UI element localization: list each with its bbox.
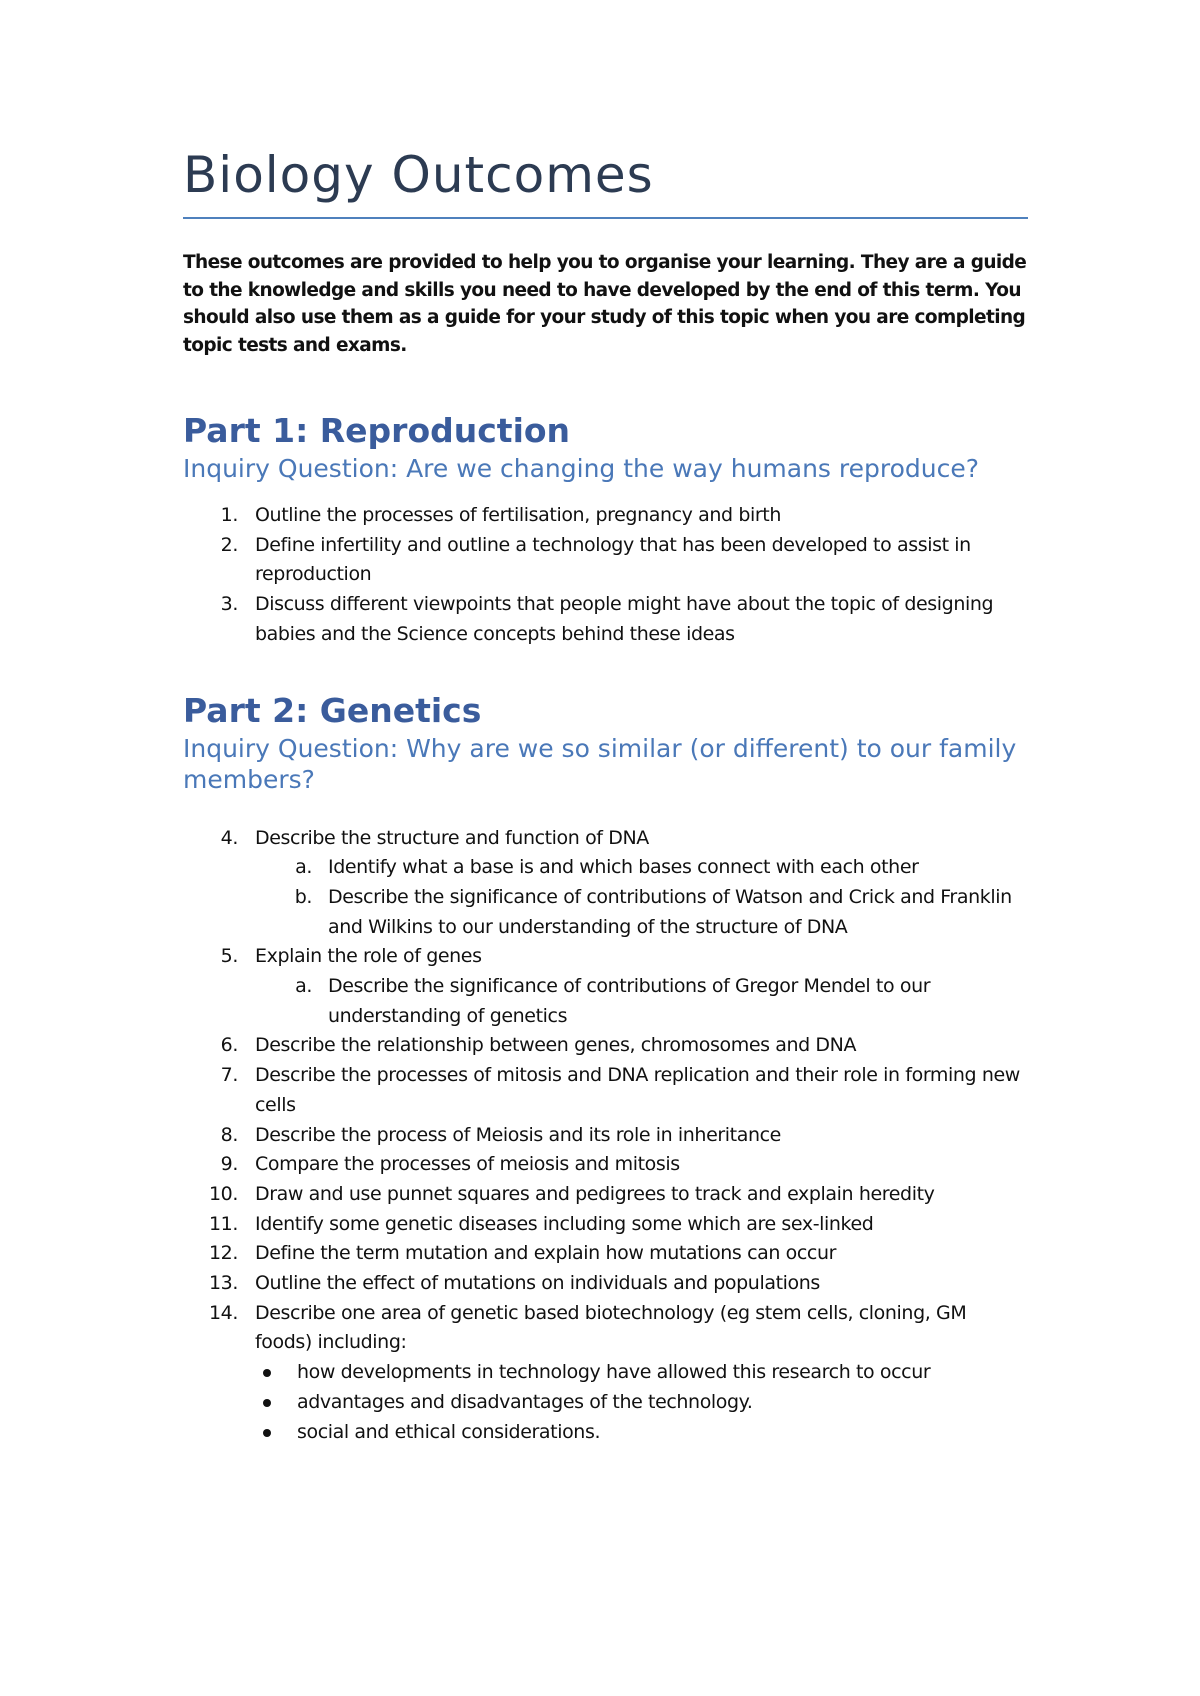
outcome-number: 3. <box>220 593 238 616</box>
part1-heading: Part 1: Reproduction <box>183 411 571 450</box>
outcome-text: Describe the processes of mitosis and DNA replication and their role in forming new cells <box>255 1064 1020 1116</box>
outcome-item <box>183 1061 1028 1120</box>
outcome-number: 2. <box>220 533 238 556</box>
outcome-item <box>183 1299 1028 1448</box>
outcome-item <box>183 1031 1028 1061</box>
outcome-number: 8. <box>220 1123 238 1146</box>
outcome-text: Describe one area of genetic based biotechnology (eg stem cells, cloning, GM foods) including: <box>255 1301 967 1354</box>
part2-outcomes-list <box>183 824 1028 1448</box>
outcome-number: 4. <box>220 826 238 849</box>
outcome-item <box>183 531 1028 590</box>
outcome-item <box>183 501 1028 531</box>
outcome-sublist <box>255 853 1028 942</box>
outcome-item <box>183 1269 1028 1299</box>
intro-paragraph: These outcomes are provided to help you to organise your learning. They are a guide to the knowledge and skills you need to have developed by the end of this term. You should also use them as a guide for your study of this topic when you are completing topic tests and exams. <box>183 252 1027 356</box>
bullet-text: social and ethical considerations. <box>297 1420 601 1443</box>
outcome-item <box>183 1210 1028 1240</box>
outcome-bullet-list <box>255 1358 1028 1447</box>
outcome-text: Identify some genetic diseases including some which are sex-linked <box>255 1212 874 1235</box>
outcome-item <box>183 1150 1028 1180</box>
bullet-text: advantages and disadvantages of the technology. <box>297 1390 753 1413</box>
outcome-item <box>183 942 1028 1031</box>
bullet-dot-icon <box>263 1429 271 1437</box>
outcome-text: Discuss different viewpoints that people might have about the topic of designing babies and the Science concepts behind these ideas <box>255 593 994 645</box>
subitem-text: Describe the significance of contributions of Watson and Crick and Franklin and Wilkins to our understanding of the structure of DNA <box>328 885 1012 938</box>
document-page <box>183 140 1028 1447</box>
outcome-text: Outline the processes of fertilisation, pregnancy and birth <box>255 504 781 526</box>
outcome-number: 14. <box>208 1301 238 1324</box>
outcome-text: Outline the effect of mutations on individuals and populations <box>255 1272 820 1295</box>
outcome-subitem <box>255 972 1028 1031</box>
subitem-text: Identify what a base is and which bases connect with each other <box>328 856 919 879</box>
outcome-text: Describe the relationship between genes, chromosomes and DNA <box>255 1034 857 1057</box>
outcome-text: Compare the processes of meiosis and mitosis <box>255 1153 680 1176</box>
outcome-number: 10. <box>208 1182 238 1205</box>
title-underline-divider <box>183 217 1028 219</box>
outcome-item <box>183 590 1028 649</box>
part2-heading: Part 2: Genetics <box>183 690 482 730</box>
bullet-item <box>255 1358 1028 1388</box>
subitem-text: Describe the significance of contributions of Gregor Mendel to our understanding of genetics <box>328 975 931 1027</box>
bullet-item <box>255 1418 1028 1448</box>
outcome-text: Explain the role of genes <box>255 945 482 968</box>
outcome-subitem <box>255 853 1028 883</box>
outcome-number: 13. <box>208 1272 238 1295</box>
part1-outcomes-list <box>183 501 1028 650</box>
outcome-text: Describe the structure and function of DNA <box>255 826 649 849</box>
outcome-text: Describe the process of Meiosis and its role in inheritance <box>255 1123 781 1146</box>
outcome-item <box>183 1180 1028 1210</box>
outcome-text: Define infertility and outline a technology that has been developed to assist in reproduction <box>255 533 971 586</box>
outcome-item <box>183 1239 1028 1269</box>
subitem-letter: b. <box>294 885 312 908</box>
outcome-number: 1. <box>220 504 238 526</box>
bullet-dot-icon <box>263 1369 271 1377</box>
outcome-text: Draw and use punnet squares and pedigrees to track and explain heredity <box>255 1182 935 1205</box>
part1-inquiry-question: Inquiry Question: Are we changing the way humans reproduce? <box>183 454 980 483</box>
outcome-subitem <box>255 883 1028 942</box>
part2-inquiry-question: Inquiry Question: Why are we so similar (or different) to our family members? <box>183 733 1017 794</box>
bullet-item <box>255 1388 1028 1418</box>
outcome-number: 12. <box>208 1242 238 1265</box>
outcome-number: 7. <box>220 1064 238 1087</box>
outcome-item <box>183 1121 1028 1151</box>
bullet-text: how developments in technology have allowed this research to occur <box>297 1361 931 1384</box>
outcome-number: 9. <box>220 1153 238 1176</box>
document-title: Biology Outcomes <box>183 146 654 204</box>
outcome-sublist <box>255 972 1028 1031</box>
outcome-text: Define the term mutation and explain how mutations can occur <box>255 1242 837 1265</box>
bullet-dot-icon <box>263 1399 271 1407</box>
subitem-letter: a. <box>295 856 312 879</box>
outcome-number: 6. <box>220 1034 238 1057</box>
outcome-item <box>183 824 1028 943</box>
outcome-number: 5. <box>220 945 238 968</box>
subitem-letter: a. <box>295 975 312 998</box>
outcome-number: 11. <box>208 1212 238 1235</box>
